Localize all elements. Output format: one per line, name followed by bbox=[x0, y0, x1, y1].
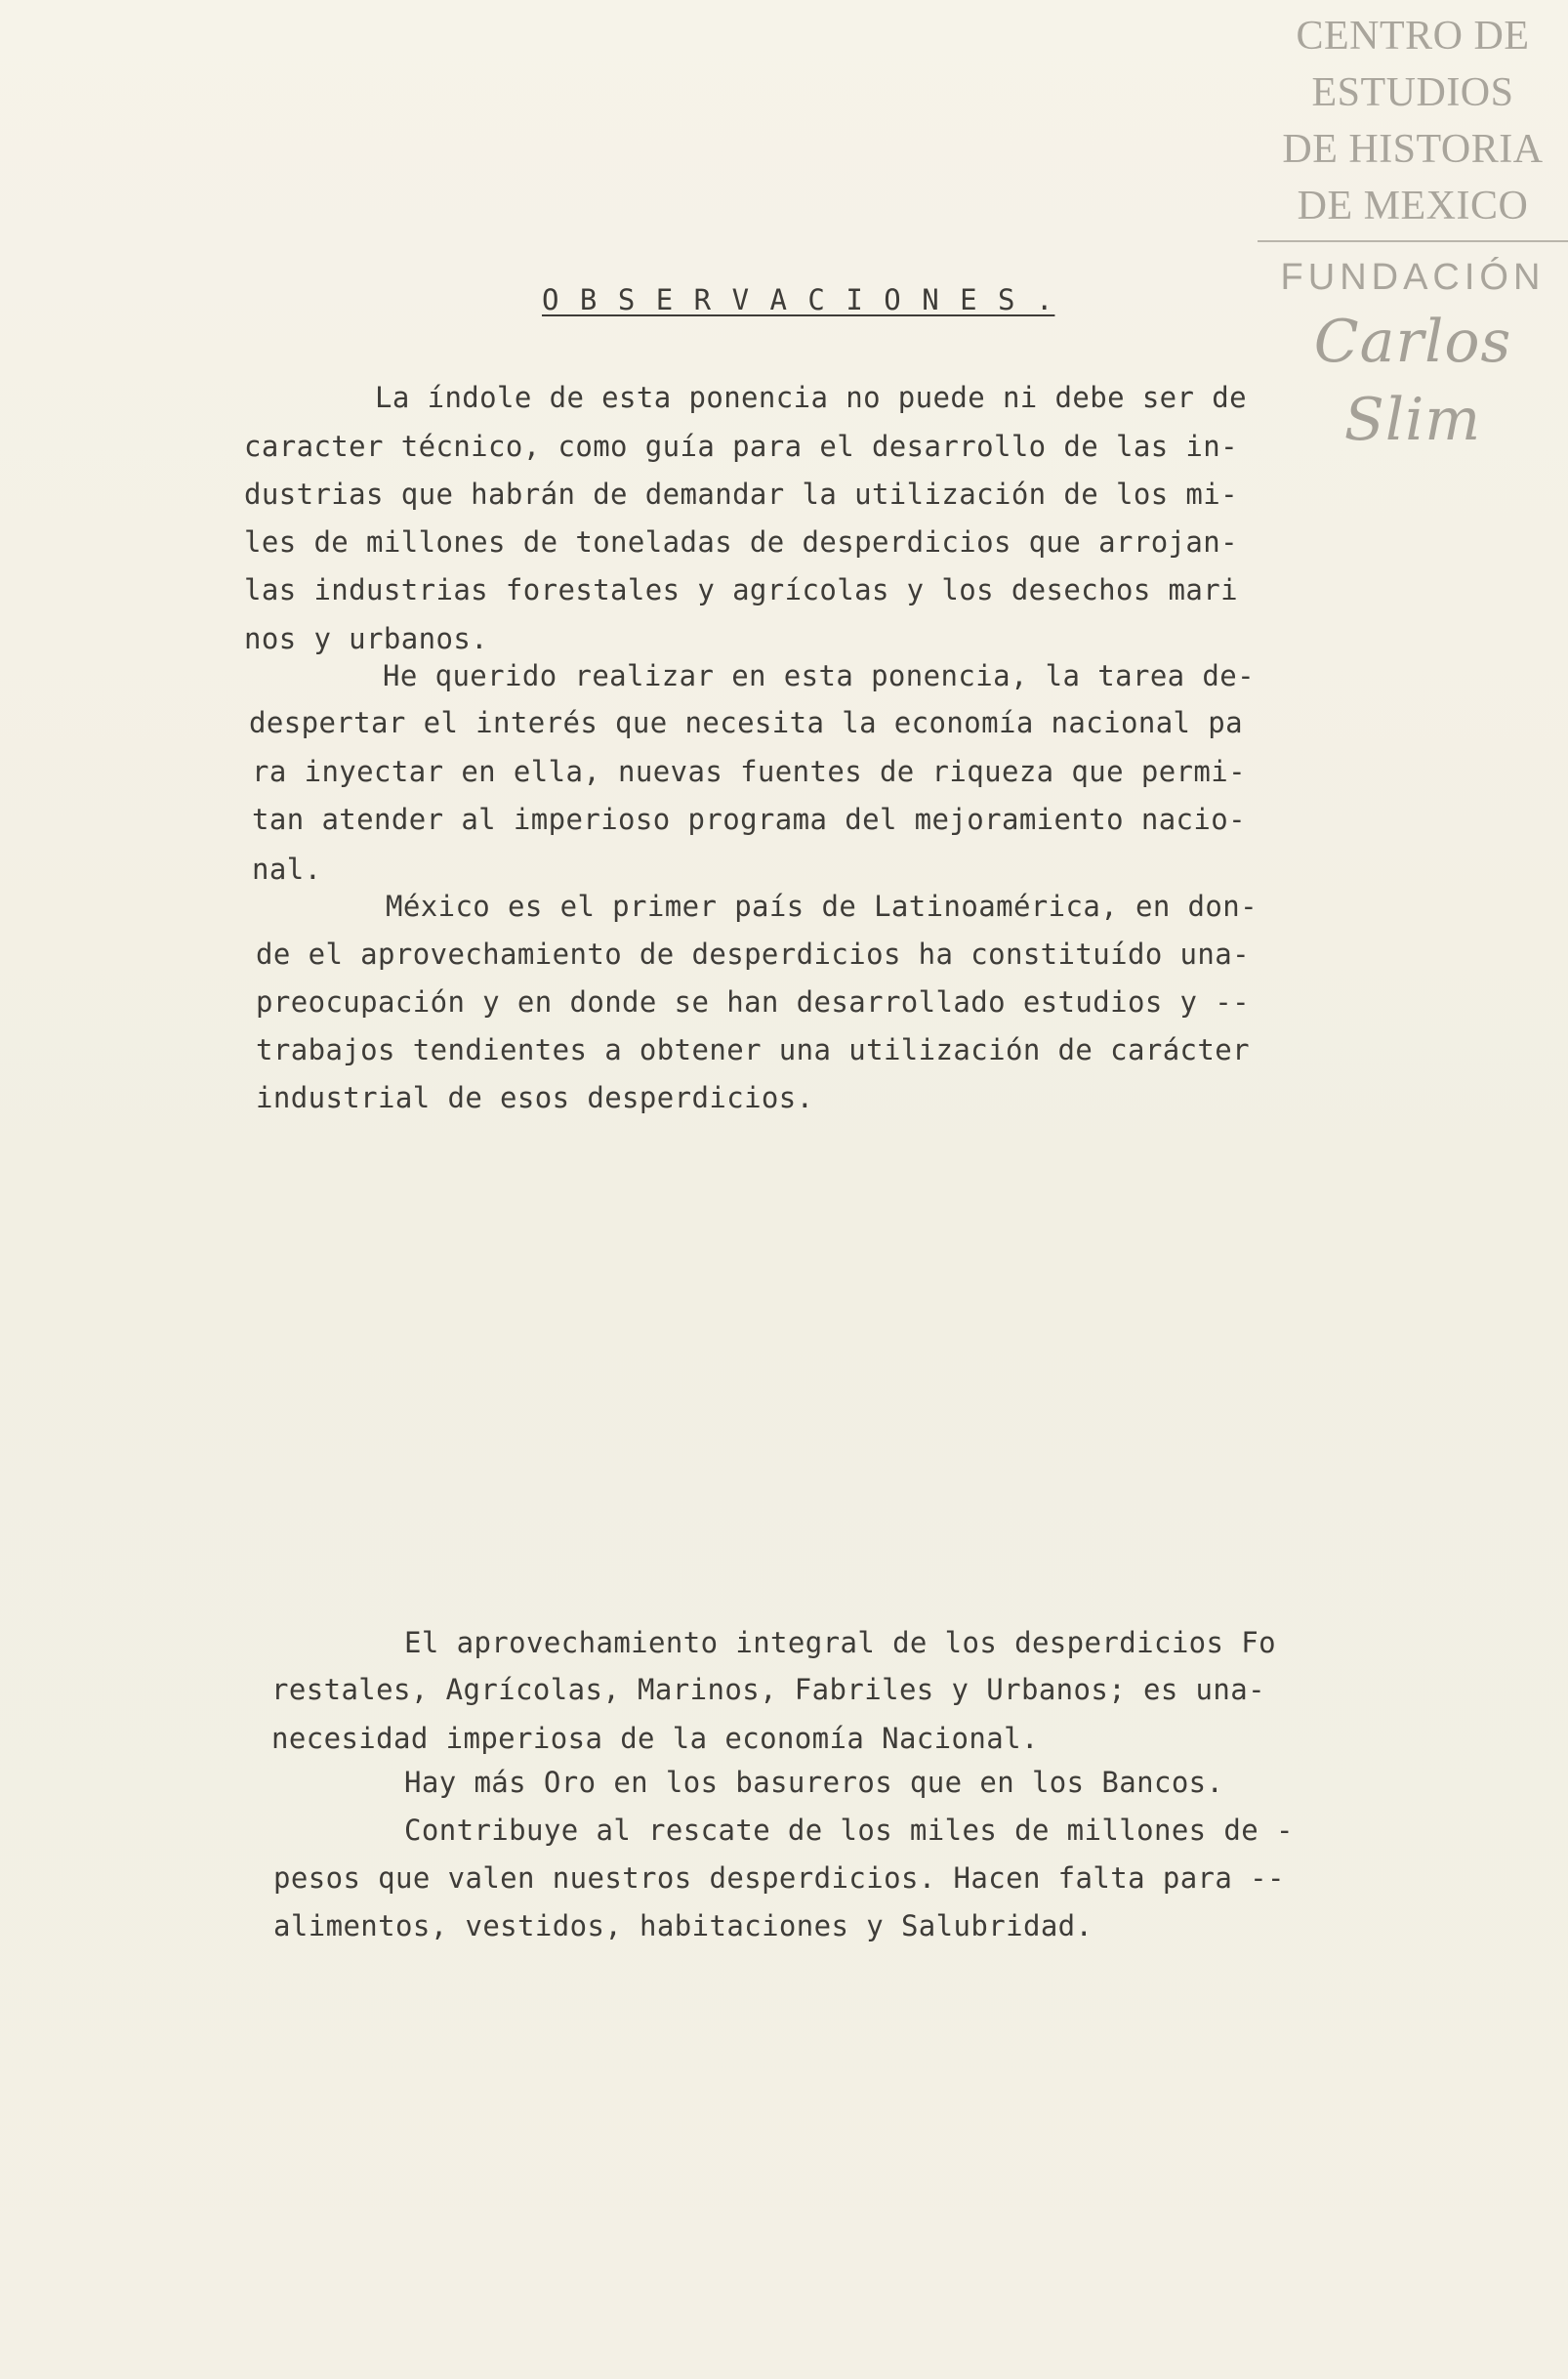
text-line: He querido realizar en esta ponencia, la tarea de- bbox=[383, 659, 1255, 692]
text-line: ra inyectar en ella, nuevas fuentes de riqueza que permi- bbox=[252, 755, 1246, 788]
text-line: México es el primer país de Latinoamérica, en don- bbox=[386, 890, 1258, 923]
text-line: preocupación y en donde se han desarrollado estudios y -- bbox=[256, 985, 1250, 1019]
text-line: alimentos, vestidos, habitaciones y Salubridad. bbox=[273, 1909, 1093, 1942]
watermark-line: DE HISTORIA bbox=[1282, 127, 1544, 172]
text-line: Hay más Oro en los basureros que en los Bancos. bbox=[404, 1766, 1224, 1799]
document-title: O B S E R V A C I O N E S . bbox=[542, 283, 1055, 316]
watermark-divider bbox=[1258, 240, 1568, 242]
text-line: El aprovechamiento integral de los desperdicios Fo bbox=[404, 1626, 1276, 1659]
watermark-line: DE MEXICO bbox=[1297, 184, 1529, 229]
text-line: despertar el interés que necesita la economía nacional pa bbox=[249, 706, 1243, 739]
text-line: nal. bbox=[252, 853, 322, 886]
watermark-line: ESTUDIOS bbox=[1311, 70, 1514, 115]
text-line: les de millones de toneladas de desperdicios que arrojan- bbox=[244, 525, 1238, 559]
text-line: La índole de esta ponencia no puede ni debe ser de bbox=[375, 381, 1247, 414]
text-line: caracter técnico, como guía para el desarrollo de las in- bbox=[244, 430, 1238, 463]
text-line: industrial de esos desperdicios. bbox=[256, 1081, 814, 1114]
text-line: Contribuye al rescate de los miles de millones de - bbox=[404, 1814, 1294, 1847]
text-line: pesos que valen nuestros desperdicios. Hacen falta para -- bbox=[273, 1861, 1285, 1895]
text-line: restales, Agrícolas, Marinos, Fabriles y Urbanos; es una- bbox=[271, 1673, 1265, 1706]
watermark-line: CENTRO DE bbox=[1296, 14, 1530, 59]
text-line: trabajos tendientes a obtener una utilización de carácter bbox=[256, 1033, 1250, 1066]
text-line: tan atender al imperioso programa del mejoramiento nacio- bbox=[252, 803, 1246, 836]
text-line: de el aprovechamiento de desperdicios ha constituído una- bbox=[256, 938, 1250, 971]
text-line: necesidad imperiosa de la economía Nacional. bbox=[271, 1722, 1039, 1755]
watermark-foundation: FUNDACIÓN bbox=[1280, 257, 1546, 298]
watermark-signature: Carlos Slim bbox=[1313, 308, 1512, 454]
archive-watermark bbox=[1258, 8, 1568, 459]
text-line: dustrias que habrán de demandar la utilización de los mi- bbox=[244, 478, 1238, 511]
text-line: las industrias forestales y agrícolas y los desechos mari bbox=[244, 573, 1238, 606]
text-line: nos y urbanos. bbox=[244, 622, 489, 655]
